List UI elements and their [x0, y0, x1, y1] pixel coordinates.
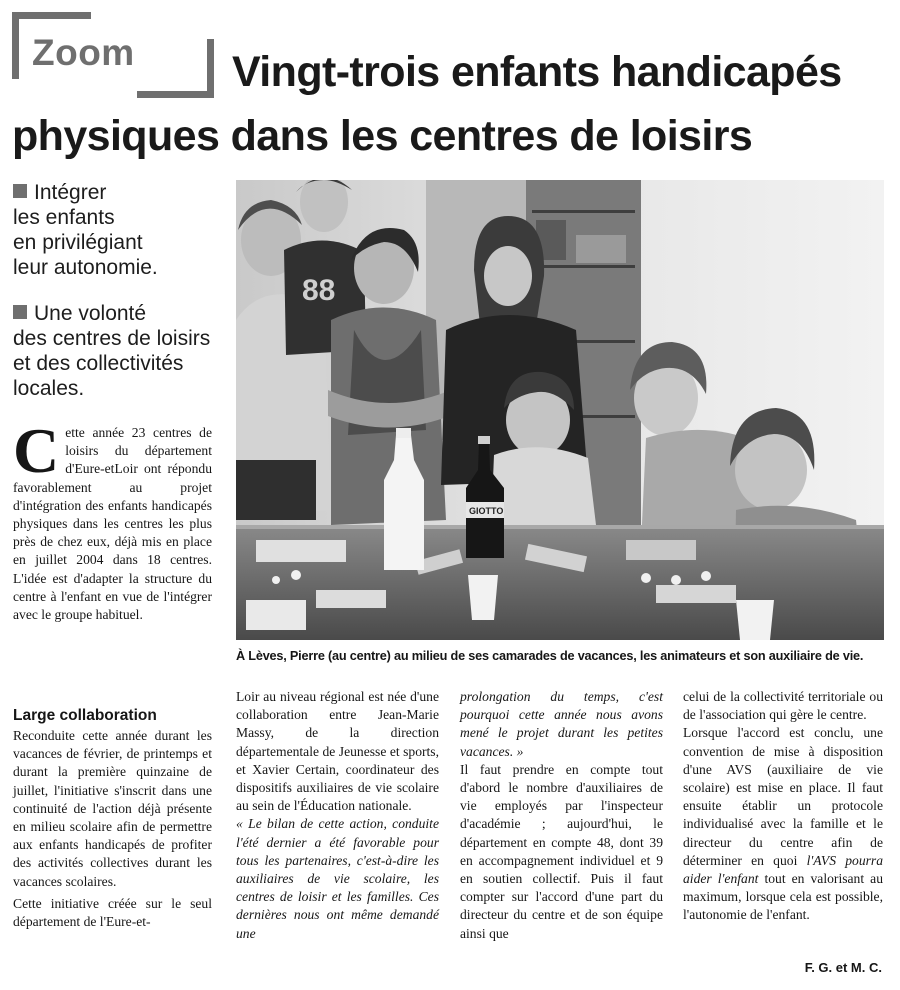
- lead-text: ette année 23 centres de loisirs du département d'Eure-etLoir ont répondu favorablement au projet d'intégration des enfants handicapés physiques dans les centres les plus près de chez eux, déjà mis en place en juillet 2004 dans 18 centres. L'idée est d'adapter la structure du centre à l'enfant en vue de l'intégrer avec le groupe habituel.: [13, 425, 212, 623]
- bullet-square-icon: [13, 305, 27, 319]
- deck-line: des centres de loisirs: [13, 327, 211, 350]
- deck-line: Intégrer: [13, 180, 223, 205]
- author-signature: F. G. et M. C.: [804, 960, 882, 975]
- deck-line: les enfants: [13, 206, 115, 229]
- deck-line: leur autonomie.: [13, 256, 158, 279]
- paragraph: Cette initiative créée sur le seul département de l'Eure-et-: [13, 895, 212, 930]
- paragraph: Reconduite cette année durant les vacances de février, de printemps et durant la première quinzaine de juillet, l'initiative s'inscrit dans une continuité de l'action déjà présente en milieu scolaire afin de permettre aux enfants handicapés de profiter des activités collectives durant les vacances scolaires.: [13, 728, 212, 889]
- article-column-3: [460, 688, 663, 943]
- headline-line-2: physiques dans les centres de loisirs: [12, 112, 753, 160]
- deck-line: en privilégiant: [13, 231, 143, 254]
- deck-line: et des collectivités: [13, 352, 184, 375]
- subhead: Large collaboration: [13, 707, 157, 724]
- article-column-4: [683, 688, 883, 925]
- zoom-label: Zoom: [32, 32, 135, 73]
- article-column-2: [236, 688, 439, 943]
- paragraph: Lorsque l'accord est conclu, une convention de mise à disposition d'une AVS (auxiliaire de vie scolaire) est mise en place. Il faut ensuite établir un protocole individualisé avec la famille et le directeur du centre afin de déterminer en quoi l'AVS pourra aider l'enfant tout en valorisant au maximum, lorsque cela est possible, l'autonomie de l'enfant.: [683, 725, 883, 923]
- article-photo: [236, 180, 884, 640]
- headline-line-1: Vingt-trois enfants handicapés: [232, 48, 842, 96]
- photo-caption: À Lèves, Pierre (au centre) au milieu de ses camarades de vacances, les animateurs et son auxiliaire de vie.: [236, 649, 864, 663]
- deck-line: locales.: [13, 377, 85, 400]
- drop-cap: C: [13, 415, 60, 486]
- deck-2: [13, 301, 223, 401]
- zoom-section-tag: [12, 12, 214, 98]
- bullet-square-icon: [13, 184, 27, 198]
- svg-text:88: 88: [302, 274, 336, 307]
- quote-paragraph: prolongation du temps, c'est pourquoi cette année nous avons mené le projet durant les petites vacances. »: [460, 689, 663, 759]
- quote-paragraph: « Le bilan de cette action, conduite l'été dernier a été favorable pour tous les partenaires, c'est-à-dire les auxiliaires de vie scolaire, les centres de loisir et les familles. Ces dernières nous ont même demandé une: [236, 816, 439, 941]
- paragraph: Loir au niveau régional est née d'une collaboration entre Jean-Marie Massy, de la direction départementale de Jeunesse et sports, et Xavier Certain, coordinateur des dispositifs auxiliaires de vie scolaire au sein de l'Éducation nationale.: [236, 689, 439, 814]
- paragraph: Il faut prendre en compte tout d'abord le nombre d'auxiliaires de vie employés par l'inspecteur d'académie ; aujourd'hui, le département en compte 48, dont 39 en accompagnement individuel et 9 en soutien collectif. Puis il faut compter sur l'accord d'une part du directeur du centre et de son équipe ainsi que: [460, 761, 663, 941]
- photo-illustration: [236, 180, 884, 640]
- lead-paragraph: [13, 415, 212, 624]
- bracket-bottom-right: [137, 39, 214, 98]
- deck-1: [13, 180, 223, 280]
- paragraph: celui de la collectivité territoriale ou de l'association qui gère le centre.: [683, 689, 883, 723]
- deck-line: Une volonté: [13, 301, 223, 326]
- article-column-1: [13, 706, 212, 931]
- bottle-label: GIOTTO: [469, 506, 504, 516]
